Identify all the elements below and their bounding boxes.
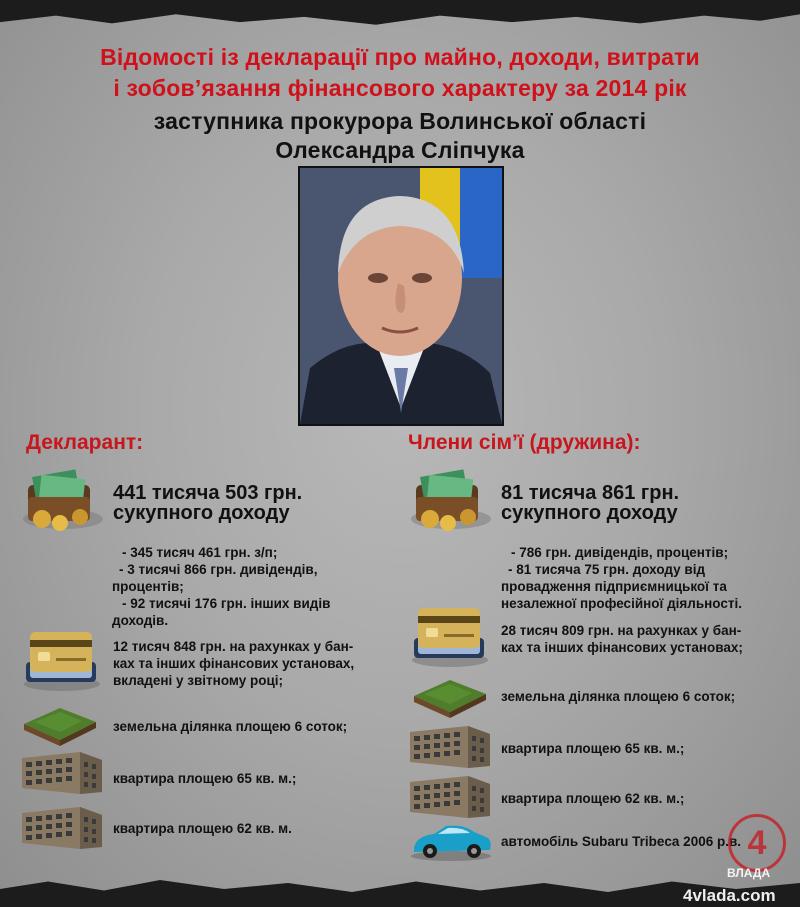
family-apartment-1: квартира площею 65 кв. м.; [501,741,685,756]
title-line-2: і зобов’язання фінансового характеру за 2014 рік [113,75,687,101]
family-bank-line-2: ках та інших фінансових установах; [501,640,743,655]
site-url: 4vlada.com [683,886,776,905]
watermark-brand: ВЛАДА [727,866,771,880]
wallet-money-icon [408,467,494,536]
subtitle-position: заступника прокурора Волинської області [153,108,647,134]
family-income-detail-2: - 81 тисяча 75 грн. доходу від [508,562,706,577]
family-car: автомобіль Subaru Tribeca 2006 р.в. [501,834,742,849]
family-heading: Члени сім’ї (дружина): [408,431,641,454]
declarant-bank-line-2: ках та інших фінансових установах, [113,656,355,671]
family-bank-line-1: 28 тисяч 809 грн. на рахунках у бан- [501,623,742,638]
declarant-income-detail-1: - 345 тисяч 461 грн. з/п; [122,545,278,560]
land-plot-icon [20,702,100,753]
declarant-heading: Декларант: [26,431,144,454]
family-income-amount: 81 тисяча 861 грн. [501,482,680,504]
family-land: земельна ділянка площею 6 соток; [501,689,736,704]
declarant-bank-line-3: вкладені у звітному році; [113,673,283,688]
declarant-apartment-2: квартира площею 62 кв. м. [113,821,292,836]
declarant-income-detail-4: - 92 тисячі 176 грн. інших видів [122,596,331,611]
wallet-money-icon [20,467,106,536]
watermark-logo: 4 [728,814,786,872]
declarant-bank-line-1: 12 тисяч 848 грн. на рахунках у бан- [113,639,354,654]
family-income-label: сукупного доходу [501,502,678,524]
declarant-apartment-1: квартира площею 65 кв. м.; [113,771,297,786]
bank-card-icon [408,604,492,673]
family-income-detail-1: - 786 грн. дивідендів, процентів; [511,545,729,560]
declarant-income-amount: 441 тисяча 503 грн. [113,482,303,504]
title-line-1: Відомості із декларації про майно, доходи, витрати [100,44,700,70]
apartment-building-icon [20,803,104,856]
declarant-income-detail-5: доходів. [112,613,169,628]
subtitle-name: Олександра Сліпчука [275,137,525,163]
apartment-building-icon [408,772,492,825]
apartment-building-icon [408,722,492,775]
declarant-income-detail-3: процентів; [112,579,184,594]
declarant-income-label: сукупного доходу [113,502,290,524]
apartment-building-icon [20,748,104,801]
family-income-detail-4: незалежної професійної діяльності. [501,596,742,611]
bank-card-icon [20,628,104,697]
declarant-income-detail-2: - 3 тисячі 866 грн. дивідендів, [119,562,318,577]
family-apartment-2: квартира площею 62 кв. м.; [501,791,685,806]
declarant-land: земельна ділянка площею 6 соток; [113,719,348,734]
car-icon [408,822,494,867]
land-plot-icon [410,674,490,725]
family-income-detail-3: провадження підприємницької та [501,579,727,594]
portrait-photo [298,166,504,426]
